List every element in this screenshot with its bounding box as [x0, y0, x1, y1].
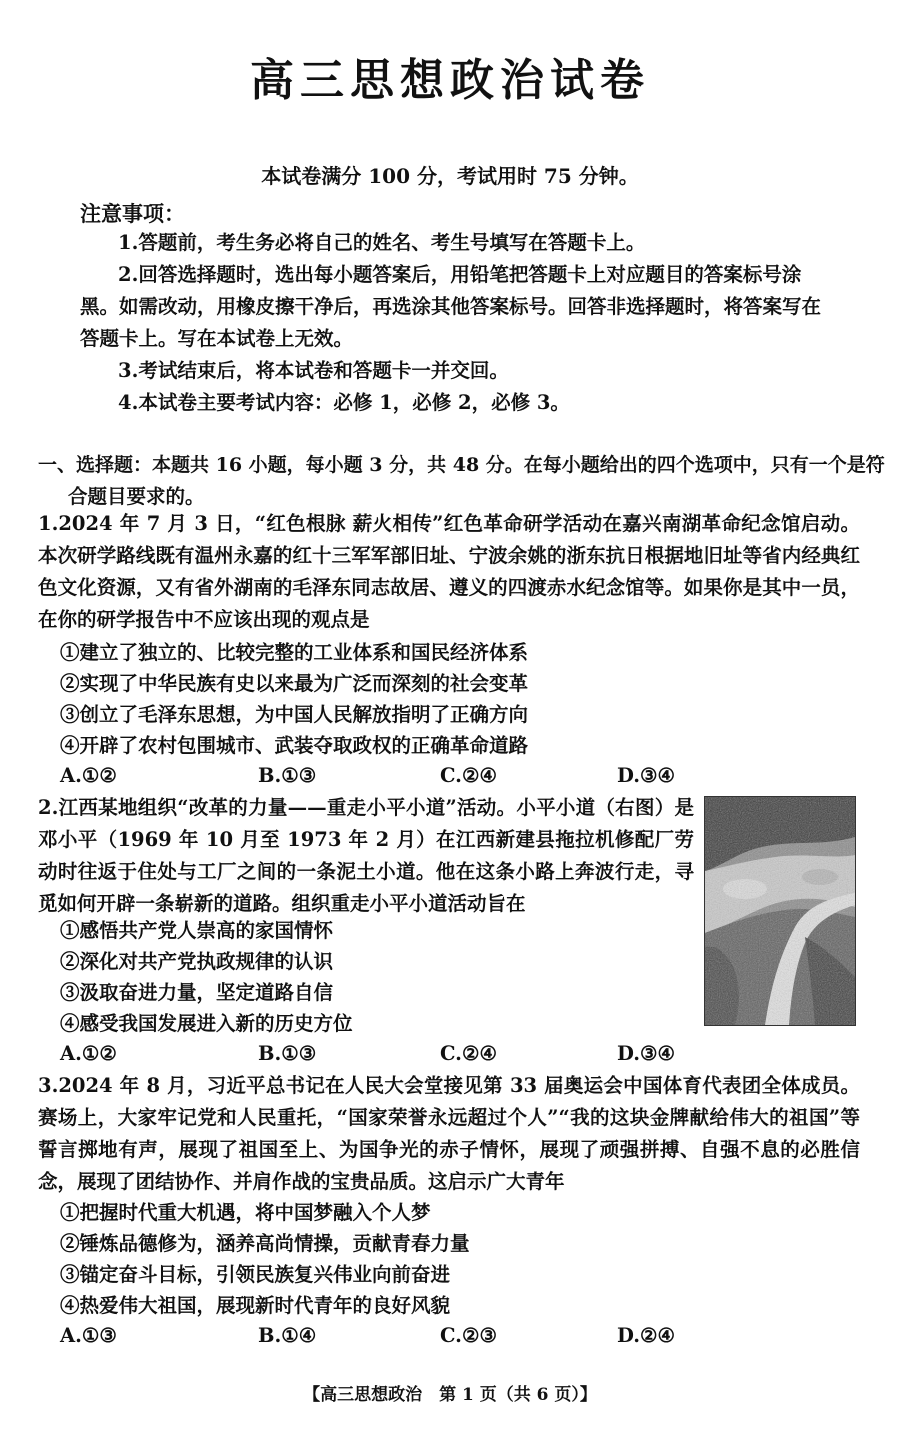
xiaoping-path-photo	[704, 796, 856, 1026]
question-2-options	[60, 1042, 760, 1070]
question-1-option-a[interactable]: A.①②	[60, 764, 117, 787]
question-1-options	[60, 764, 760, 792]
question-1-statement-1: ①建立了独立的、比较完整的工业体系和国民经济体系	[60, 641, 529, 664]
notice-item-4: 4.本试卷主要考试内容：必修 1，必修 2，必修 3。	[118, 391, 570, 414]
question-3-option-a[interactable]: A.①③	[60, 1324, 117, 1347]
question-3-option-c[interactable]: C.②③	[440, 1324, 497, 1347]
question-3-statement-4: ④热爱伟大祖国，展现新时代青年的良好风貌	[60, 1294, 451, 1317]
question-3-options	[60, 1324, 760, 1352]
question-3-statement-3: ③锚定奋斗目标，引领民族复兴伟业向前奋进	[60, 1263, 451, 1286]
question-2-stem: 2.江西某地组织“改革的力量——重走小平小道”活动。小平小道（右图）是邓小平（1969 年 10 月至 1973 年 2 月）在江西新建县拖拉机修配厂劳动时往返于住处与工厂之间的一条泥土小道。他在这条小路上奔波行走，寻觅如何开辟一条崭新的道路。组织重走小平小道活动旨在	[38, 796, 694, 915]
question-2-statement-3: ③汲取奋进力量，坚定道路自信	[60, 981, 334, 1004]
question-3-statement-1: ①把握时代重大机遇，将中国梦融入个人梦	[60, 1201, 431, 1224]
question-1-option-c[interactable]: C.②④	[440, 764, 497, 787]
question-2-option-d[interactable]: D.③④	[617, 1042, 675, 1065]
question-1-statement-2: ②实现了中华民族有史以来最为广泛而深刻的社会变革	[60, 672, 529, 695]
question-3-option-b[interactable]: B.①④	[258, 1324, 317, 1347]
notice-item-2-line-1: 2.回答选择题时，选出每小题答案后，用铅笔把答题卡上对应题目的答案标号涂	[118, 263, 802, 286]
question-1-stem: 1.2024 年 7 月 3 日，“红色根脉 薪火相传”红色革命研学活动在嘉兴南湖革命纪念馆启动。本次研学路线既有温州永嘉的红十三军军部旧址、宁波余姚的浙东抗日根据地旧址等省内经典红色文化资源，又有省外湖南的毛泽东同志故居、遵义的四渡赤水纪念馆等。如果你是其中一员，在你的研学报告中不应该出现的观点是	[38, 512, 860, 631]
page-title: 高三思想政治试卷	[250, 55, 650, 106]
question-1-option-d[interactable]: D.③④	[617, 764, 675, 787]
exam-info: 本试卷满分 100 分，考试用时 75 分钟。	[261, 164, 639, 188]
question-2-statement-1: ①感悟共产党人崇高的家国情怀	[60, 919, 334, 942]
question-3-statement-2: ②锤炼品德修为，涵养高尚情操，贡献青春力量	[60, 1232, 470, 1255]
notice-heading: 注意事项：	[80, 202, 185, 226]
question-3-option-d[interactable]: D.②④	[617, 1324, 675, 1347]
section-heading: 一、选择题：本题共 16 小题，每小题 3 分，共 48 分。在每小题给出的四个选项中，只有一个是符	[38, 454, 885, 476]
question-3-stem: 3.2024 年 8 月，习近平总书记在人民大会堂接见第 33 届奥运会中国体育代表团全体成员。赛场上，大家牢记党和人民重托，“国家荣誉永远超过个人”“我的这块金牌献给伟大的祖国”等誓言掷地有声，展现了祖国至上、为国争光的赤子情怀，展现了顽强拼搏、自强不息的必胜信念，展现了团结协作、并肩作战的宝贵品质。这启示广大青年	[38, 1074, 860, 1193]
notice-item-3: 3.考试结束后，将本试卷和答题卡一并交回。	[118, 359, 509, 382]
question-2-statement-2: ②深化对共产党执政规律的认识	[60, 950, 334, 973]
question-2-option-b[interactable]: B.①③	[258, 1042, 317, 1065]
question-1-option-b[interactable]: B.①③	[258, 764, 317, 787]
question-1-statement-4: ④开辟了农村包围城市、武装夺取政权的正确革命道路	[60, 734, 529, 757]
notice-item-2-line-2: 黑。如需改动，用橡皮擦干净后，再选涂其他答案标号。回答非选择题时，将答案写在	[80, 295, 822, 318]
question-1-statement-3: ③创立了毛泽东思想，为中国人民解放指明了正确方向	[60, 703, 529, 726]
notice-item-2-line-3: 答题卡上。写在本试卷上无效。	[80, 327, 354, 350]
notice-item-1: 1.答题前，考生务必将自己的姓名、考生号填写在答题卡上。	[118, 231, 646, 254]
question-2-statement-4: ④感受我国发展进入新的历史方位	[60, 1012, 353, 1035]
question-2-option-a[interactable]: A.①②	[60, 1042, 117, 1065]
question-2-option-c[interactable]: C.②④	[440, 1042, 497, 1065]
page-footer: 【高三思想政治 第 1 页（共 6 页）】	[303, 1385, 597, 1405]
section-heading-cont: 合题目要求的。	[68, 485, 205, 508]
